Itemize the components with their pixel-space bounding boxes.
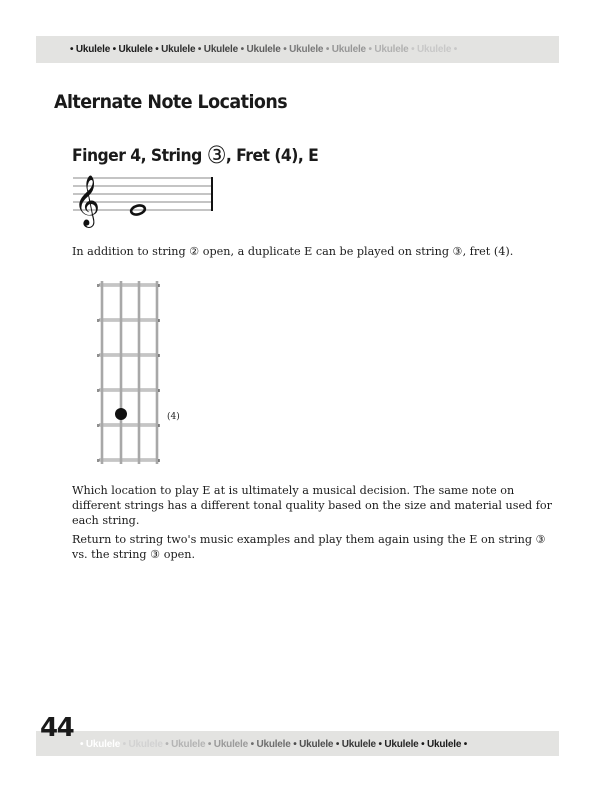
footer-item: • Ukulele	[120, 739, 163, 750]
header-item: • Ukulele	[323, 44, 366, 55]
footer-ukulele-strip	[80, 731, 559, 756]
footer-item: • Ukulele	[162, 739, 206, 750]
header-item: • Ukulele	[70, 44, 111, 55]
footer-item: • Ukulele	[290, 739, 334, 750]
exercise-title-prefix: Finger 4, String	[72, 146, 207, 166]
footer-item: • Ukulele	[247, 739, 291, 750]
treble-clef-icon	[74, 175, 100, 228]
section-title: Alternate Note Locations	[54, 91, 288, 113]
exercise-title-suffix: , Fret (4), E	[225, 146, 319, 166]
fret-line-highlights	[100, 285, 157, 460]
fret-number-label: (4)	[167, 412, 180, 422]
string-lines	[102, 281, 157, 464]
footer-item: • Ukulele •	[418, 739, 468, 750]
footer-item: • Ukulele	[375, 739, 419, 750]
header-band	[36, 36, 559, 63]
footer-item: • Ukulele	[333, 739, 376, 750]
finger-dot	[115, 408, 127, 420]
header-item: • Ukulele	[280, 44, 324, 55]
footer-item: • Ukulele	[205, 739, 248, 750]
header-item: • Ukulele	[110, 44, 153, 55]
paragraph-musical-decision: Which location to play E at is ultimately a musical decision. The same note on different strings has a different tonal quality based on the size and material used for each string.	[72, 484, 553, 527]
svg-text:𝄞: 𝄞	[74, 175, 101, 226]
footer-band	[36, 731, 559, 756]
music-staff	[70, 168, 220, 230]
exercise-title	[72, 141, 318, 169]
fretboard-diagram	[95, 280, 165, 470]
header-item: • Ukulele	[237, 44, 281, 55]
fret-lines	[99, 285, 158, 460]
header-item: • Ukulele	[195, 44, 238, 55]
footer-item: • Ukulele	[80, 739, 121, 750]
header-item: • Ukulele	[152, 44, 196, 55]
string-number-symbol: ③	[206, 141, 226, 169]
paragraph-return-examples: Return to string two's music examples and play them again using the E on string ③ vs. the string ③ open.	[72, 533, 546, 561]
fret-end-caps	[98, 284, 159, 462]
header-ukulele-strip	[70, 36, 559, 63]
header-item: • Ukulele	[365, 44, 409, 55]
paragraph-duplicate-e: In addition to string ② open, a duplicate E can be played on string ③, fret (4).	[72, 245, 514, 258]
page-number: 44	[40, 713, 74, 743]
header-item: • Ukulele •	[408, 44, 458, 55]
